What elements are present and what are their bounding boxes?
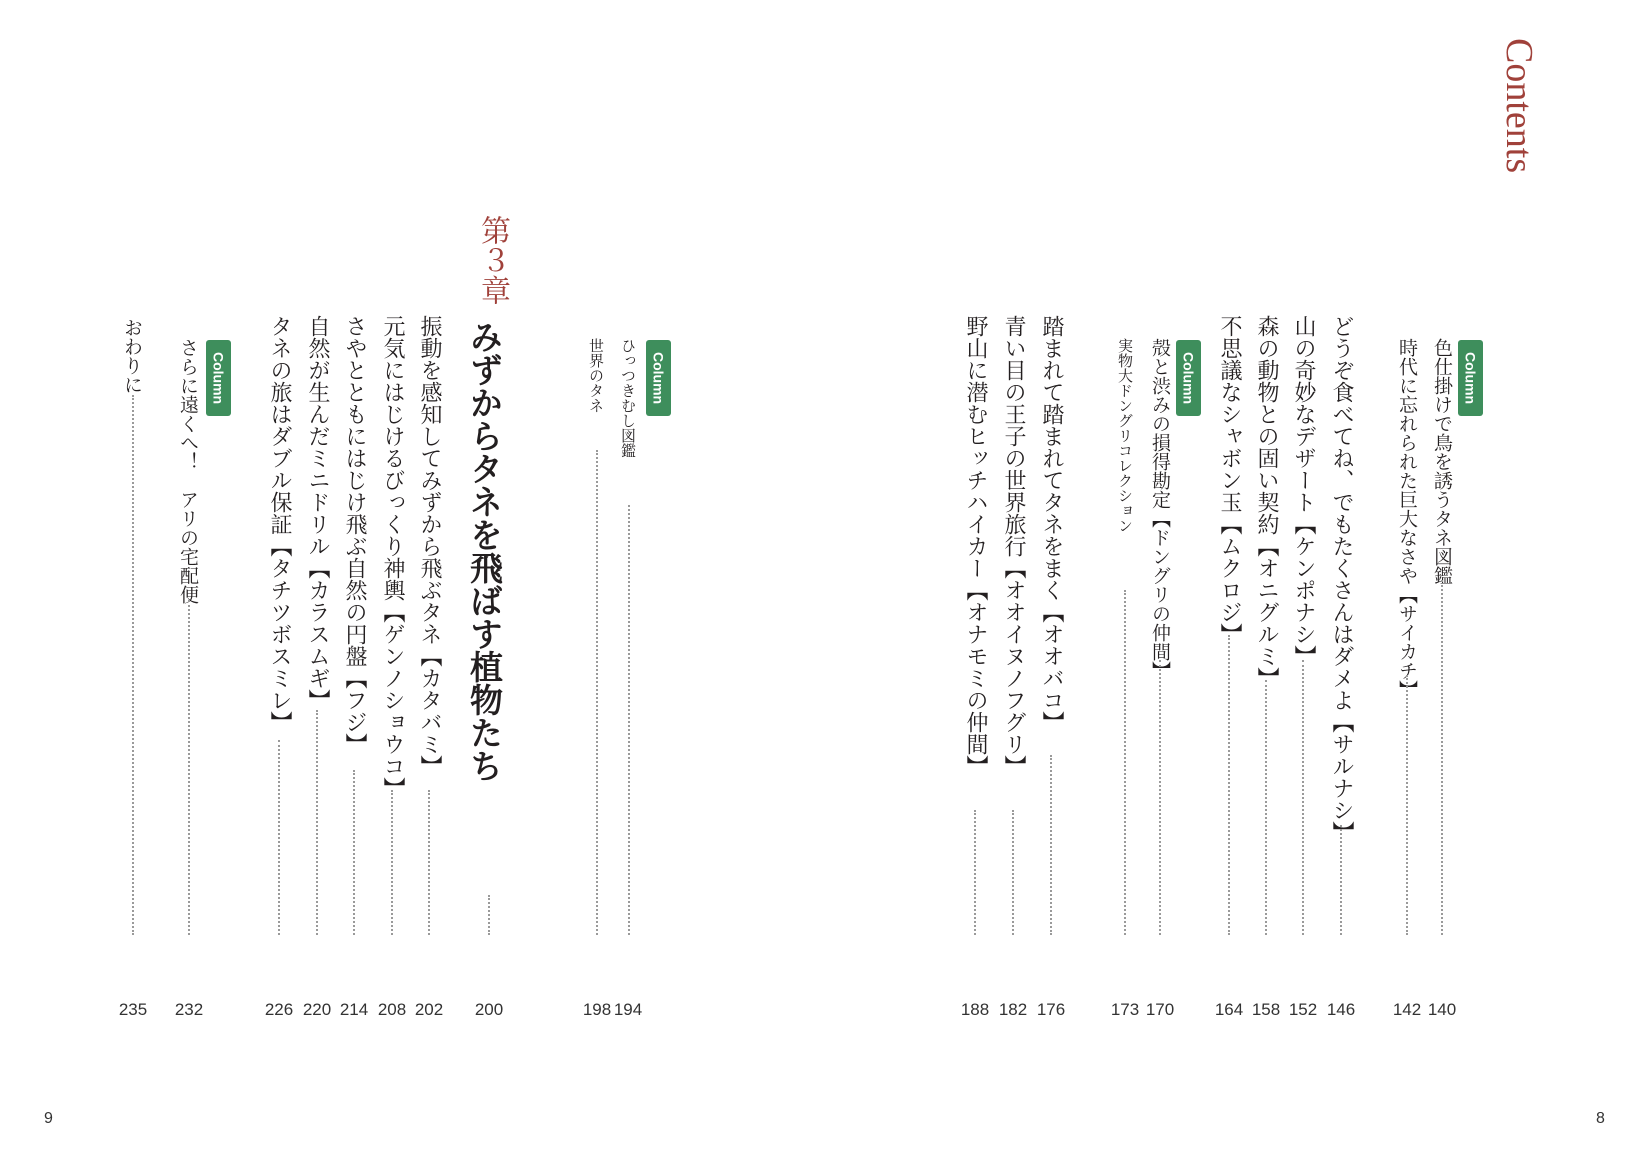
leader-dots [1012,810,1014,935]
contents-heading: Contents [1498,38,1540,174]
page-number: 220 [302,1000,332,1019]
page-number: 146 [1326,1000,1356,1019]
leader-dots [974,810,976,935]
toc-entry[interactable]: 不思議なシャボン玉【ムクロジ】 [1217,315,1242,645]
page-number: 198 [582,1000,612,1019]
toc-entry[interactable]: 実物大ドングリコレクション [1116,338,1134,533]
leader-dots [1228,635,1230,935]
page-number: 232 [174,1000,204,1019]
toc-entry[interactable]: どうぞ食べてね、でもたくさんはダメよ【サルナシ】 [1329,315,1354,843]
column-badge: Column [1458,340,1483,416]
toc-entry-column[interactable]: 殻と渋みの損得勘定【ドングリの仲間】 [1149,338,1171,680]
page-number: 164 [1214,1000,1244,1019]
page-number: 173 [1110,1000,1140,1019]
folio-left: 9 [44,1110,53,1127]
page-number: 142 [1392,1000,1422,1019]
page-number: 140 [1427,1000,1457,1019]
leader-dots [1124,590,1126,935]
toc-entry[interactable]: 元気にはじけるびっくり神輿【ゲンノショウコ】 [380,315,405,799]
toc-entry[interactable]: 野山に潜むヒッチハイカー【オナモミの仲間】 [963,315,988,777]
toc-entry[interactable]: 時代に忘れられた巨大なさや【サイカチ】 [1396,338,1418,699]
toc-entry-column[interactable]: ひっつきむし図鑑 [619,338,637,458]
page-number: 214 [339,1000,369,1019]
toc-entry-column[interactable]: 色仕掛けで鳥を誘うタネ図鑑 [1431,338,1453,585]
leader-dots [316,710,318,935]
leader-dots [1406,675,1408,935]
column-badge: Column [206,340,231,416]
page-number: 226 [264,1000,294,1019]
leader-dots [596,450,598,935]
toc-entry[interactable]: 山の奇妙なデザート【ケンポナシ】 [1291,315,1316,667]
chapter-title[interactable]: みずからタネを飛ばす植物たち [465,320,504,782]
toc-entry[interactable]: 自然が生んだミニドリル【カラスムギ】 [305,315,330,711]
leader-dots [1441,580,1443,935]
toc-entry[interactable]: 青い目の王子の世界旅行【オオイヌノフグリ】 [1001,315,1026,777]
toc-entry-column[interactable]: さらに遠くへ！ アリの宅配便 [177,338,199,604]
toc-entry[interactable]: 世界のタネ [587,338,605,413]
toc-entry[interactable]: さやとともにはじけ飛ぶ自然の円盤【フジ】 [342,315,367,755]
leader-dots [391,790,393,935]
toc-entry[interactable]: 振動を感知してみずから飛ぶタネ【カタバミ】 [417,315,442,777]
page-number: 158 [1251,1000,1281,1019]
page-number: 208 [377,1000,407,1019]
leader-dots [488,895,490,935]
leader-dots [628,505,630,935]
leader-dots [188,600,190,935]
page-number: 194 [613,1000,643,1019]
page-number: 182 [998,1000,1028,1019]
leader-dots [1159,660,1161,935]
leader-dots [428,790,430,935]
page-number: 152 [1288,1000,1318,1019]
leader-dots [353,770,355,935]
chapter-label: 第３章 [475,215,510,305]
page-number: 202 [414,1000,444,1019]
column-badge: Column [1176,340,1201,416]
page-number: 170 [1145,1000,1175,1019]
toc-entry[interactable]: 踏まれて踏まれてタネをまく【オオバコ】 [1039,315,1064,733]
leader-dots [1302,660,1304,935]
leader-dots [1265,680,1267,935]
toc-entry[interactable]: タネの旅はダブル保証【タチツボスミレ】 [267,315,292,733]
leader-dots [1050,755,1052,935]
page-number: 235 [118,1000,148,1019]
leader-dots [132,395,134,935]
toc-entry[interactable]: おわりに [121,318,143,394]
folio-right: 8 [1596,1110,1605,1127]
toc-entry[interactable]: 森の動物との固い契約【オニグルミ】 [1254,315,1279,689]
page-number: 200 [474,1000,504,1019]
leader-dots [278,740,280,935]
column-badge: Column [646,340,671,416]
page-number: 188 [960,1000,990,1019]
page-number: 176 [1036,1000,1066,1019]
leader-dots [1340,825,1342,935]
